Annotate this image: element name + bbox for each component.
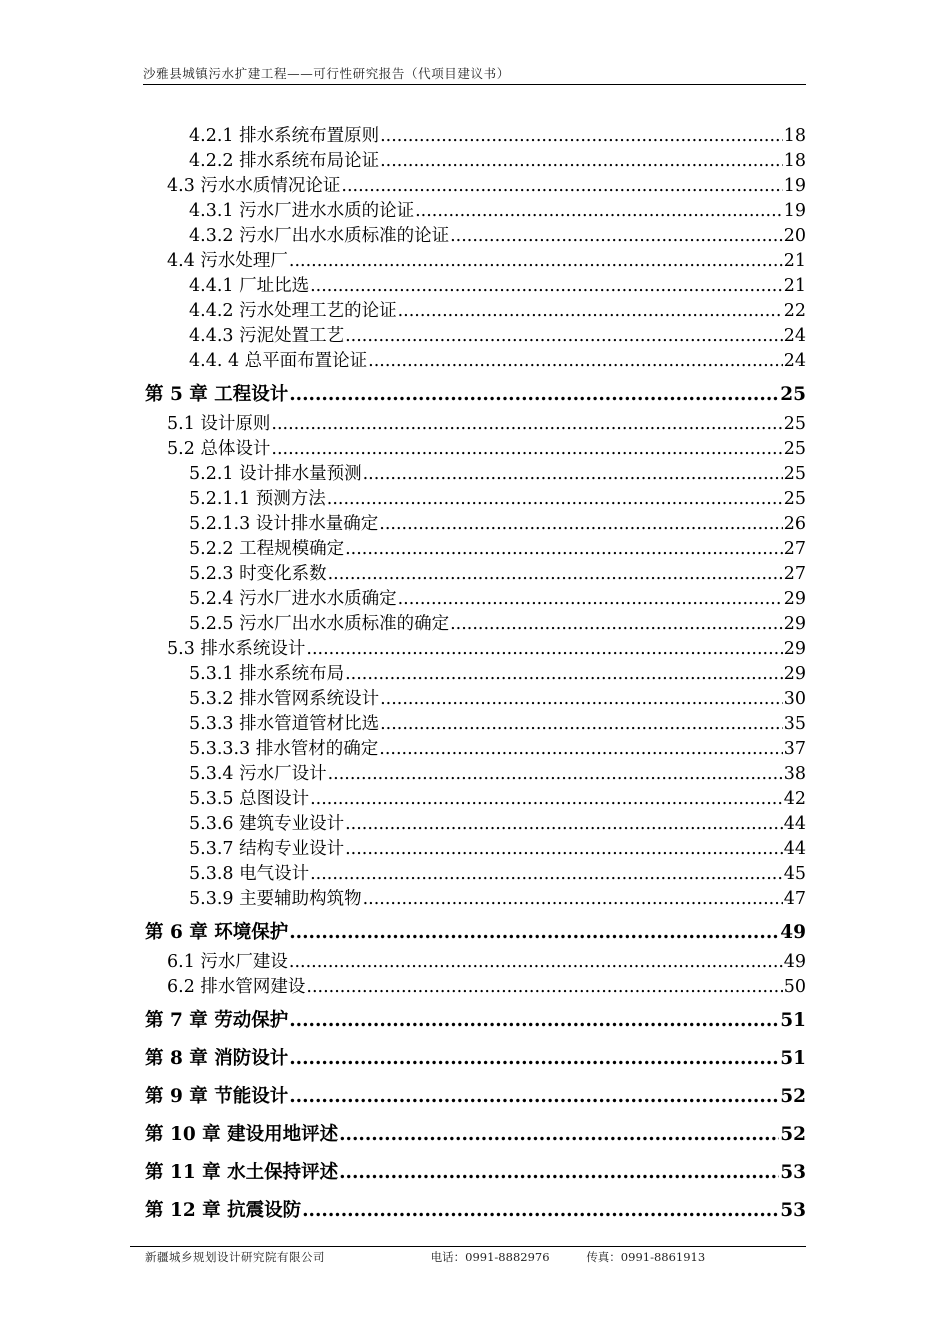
toc-chapter-entry[interactable] [145,1042,806,1076]
toc-dot-leader [380,149,783,174]
toc-dot-leader [345,324,783,349]
toc-entry-title: 4.4 污水处理厂 [167,251,288,271]
table-of-contents [145,124,806,1228]
toc-dot-leader [328,762,783,787]
toc-dot-leader [289,916,779,950]
toc-entry-title: 第 5 章 工程设计 [145,384,289,405]
toc-dot-leader [306,975,782,1000]
toc-section-entry[interactable] [145,349,806,374]
toc-dot-leader [289,1042,779,1076]
toc-page-number: 45 [783,864,806,884]
toc-entry-title: 5.2.1 设计排水量预测 [189,464,362,484]
toc-section-entry[interactable] [145,199,806,224]
toc-entry-title: 5.2.1.3 设计排水量确定 [189,514,379,534]
toc-dot-leader [345,537,783,562]
toc-section-entry[interactable] [145,975,806,1000]
toc-dot-leader [380,712,783,737]
toc-dot-leader [363,462,783,487]
toc-chapter-entry[interactable] [145,1080,806,1114]
toc-section-entry[interactable] [145,124,806,149]
toc-entry-title: 5.3.2 排水管网系统设计 [189,689,380,709]
toc-page-number: 24 [783,351,806,371]
toc-chapter-entry[interactable] [145,1156,806,1190]
toc-entry-title: 5.3.9 主要辅助构筑物 [189,889,362,909]
toc-section-entry[interactable] [145,812,806,837]
toc-entry-title: 第 10 章 建设用地评述 [145,1124,339,1145]
toc-page-number: 44 [783,814,806,834]
toc-entry-title: 5.3.6 建筑专业设计 [189,814,345,834]
toc-dot-leader [380,687,783,712]
toc-dot-leader [380,124,783,149]
toc-section-entry[interactable] [145,174,806,199]
toc-page-number: 19 [783,201,806,221]
toc-dot-leader [345,837,783,862]
toc-dot-leader [289,1004,779,1038]
toc-dot-leader [289,249,783,274]
toc-page-number: 30 [783,689,806,709]
toc-section-entry[interactable] [145,587,806,612]
toc-dot-leader [345,812,783,837]
toc-section-entry[interactable] [145,537,806,562]
toc-page-number: 25 [783,489,806,509]
toc-entry-title: 5.2.2 工程规模确定 [189,539,345,559]
toc-entry-title: 第 6 章 环境保护 [145,922,289,943]
page-header [143,64,806,82]
toc-chapter-entry[interactable] [145,1194,806,1228]
toc-dot-leader [398,299,783,324]
toc-page-number: 53 [780,1200,806,1221]
toc-page-number: 52 [780,1124,806,1145]
toc-dot-leader [310,787,783,812]
toc-page-number: 35 [783,714,806,734]
toc-entry-title: 5.3.3 排水管道管材比选 [189,714,380,734]
toc-page-number: 25 [783,414,806,434]
toc-section-entry[interactable] [145,637,806,662]
footer-divider [130,1246,806,1247]
toc-entry-title: 5.3.3.3 排水管材的确定 [189,739,379,759]
toc-page-number: 24 [783,326,806,346]
toc-section-entry[interactable] [145,149,806,174]
toc-entry-title: 5.3.8 电气设计 [189,864,310,884]
toc-section-entry[interactable] [145,887,806,912]
toc-section-entry[interactable] [145,737,806,762]
toc-section-entry[interactable] [145,299,806,324]
toc-page-number: 18 [783,151,806,171]
toc-page-number: 25 [783,439,806,459]
toc-page-number: 51 [780,1010,806,1031]
toc-section-entry[interactable] [145,862,806,887]
toc-dot-leader [345,662,783,687]
toc-page-number: 51 [780,1048,806,1069]
toc-page-number: 47 [783,889,806,909]
toc-page-number: 29 [783,639,806,659]
toc-entry-title: 5.2.1.1 预测方法 [189,489,326,509]
footer-fax: 传真：0991-8861913 [586,1250,706,1264]
toc-dot-leader [379,512,782,537]
toc-entry-title: 5.3.1 排水系统布局 [189,664,345,684]
header-title: 沙雅县城镇污水扩建工程——可行性研究报告（代项目建议书） [143,66,510,81]
toc-section-entry[interactable] [145,562,806,587]
toc-dot-leader [310,862,783,887]
toc-page-number: 27 [783,564,806,584]
toc-chapter-entry[interactable] [145,916,806,950]
toc-entry-title: 5.1 设计原则 [167,414,271,434]
toc-page-number: 21 [783,276,806,296]
footer-organization: 新疆城乡规划设计研究院有限公司 [145,1250,325,1264]
toc-section-entry[interactable] [145,437,806,462]
toc-dot-leader [289,1080,779,1114]
toc-entry-title: 4.3.1 污水厂进水水质的论证 [189,201,415,221]
toc-chapter-entry[interactable] [145,378,806,412]
toc-page-number: 50 [783,977,806,997]
toc-dot-leader [310,274,783,299]
toc-entry-title: 第 7 章 劳动保护 [145,1010,289,1031]
toc-page-number: 38 [783,764,806,784]
toc-entry-title: 5.3.4 污水厂设计 [189,764,327,784]
toc-page-number: 44 [783,839,806,859]
toc-dot-leader [339,1156,779,1190]
toc-entry-title: 5.3.7 结构专业设计 [189,839,345,859]
toc-entry-title: 4.4. 4 总平面布置论证 [189,351,368,371]
toc-page-number: 29 [783,589,806,609]
toc-section-entry[interactable] [145,712,806,737]
toc-section-entry[interactable] [145,950,806,975]
toc-section-entry[interactable] [145,512,806,537]
toc-section-entry[interactable] [145,762,806,787]
page-footer [145,1249,806,1265]
toc-dot-leader [271,412,782,437]
toc-entry-title: 5.2.3 时变化系数 [189,564,327,584]
toc-entry-title: 4.2.1 排水系统布置原则 [189,126,380,146]
toc-page-number: 53 [780,1162,806,1183]
toc-section-entry[interactable] [145,612,806,637]
toc-section-entry[interactable] [145,787,806,812]
toc-section-entry[interactable] [145,224,806,249]
header-divider [143,84,806,85]
toc-dot-leader [289,378,779,412]
toc-entry-title: 4.4.2 污水处理工艺的论证 [189,301,397,321]
toc-dot-leader [379,737,782,762]
toc-section-entry[interactable] [145,662,806,687]
toc-section-entry[interactable] [145,324,806,349]
toc-entry-title: 第 9 章 节能设计 [145,1086,289,1107]
toc-entry-title: 4.3 污水水质情况论证 [167,176,341,196]
toc-section-entry[interactable] [145,487,806,512]
toc-dot-leader [450,612,783,637]
toc-page-number: 52 [780,1086,806,1107]
toc-entry-title: 6.1 污水厂建设 [167,952,288,972]
toc-dot-leader [302,1194,779,1228]
toc-dot-leader [368,349,783,374]
toc-page-number: 21 [783,251,806,271]
toc-page-number: 19 [783,176,806,196]
toc-entry-title: 5.2 总体设计 [167,439,271,459]
toc-page-number: 29 [783,614,806,634]
toc-entry-title: 6.2 排水管网建设 [167,977,306,997]
toc-section-entry[interactable] [145,687,806,712]
toc-entry-title: 第 8 章 消防设计 [145,1048,289,1069]
toc-entry-title: 4.4.1 厂址比选 [189,276,310,296]
toc-page-number: 37 [783,739,806,759]
toc-dot-leader [450,224,783,249]
toc-dot-leader [363,887,783,912]
toc-dot-leader [339,1118,779,1152]
toc-page-number: 22 [783,301,806,321]
toc-section-entry[interactable] [145,274,806,299]
toc-entry-title: 4.2.2 排水系统布局论证 [189,151,380,171]
toc-section-entry[interactable] [145,249,806,274]
toc-chapter-entry[interactable] [145,1004,806,1038]
toc-entry-title: 第 12 章 抗震设防 [145,1200,302,1221]
toc-entry-title: 第 11 章 水土保持评述 [145,1162,339,1183]
toc-section-entry[interactable] [145,412,806,437]
toc-entry-title: 5.3 排水系统设计 [167,639,306,659]
toc-page-number: 29 [783,664,806,684]
toc-section-entry[interactable] [145,837,806,862]
toc-page-number: 49 [783,952,806,972]
toc-dot-leader [328,562,783,587]
toc-dot-leader [398,587,783,612]
toc-entry-title: 4.4.3 污泥处置工艺 [189,326,345,346]
footer-telephone: 电话：0991-8882976 [430,1250,550,1264]
toc-entry-title: 4.3.2 污水厂出水水质标准的论证 [189,226,450,246]
toc-page-number: 26 [783,514,806,534]
toc-entry-title: 5.3.5 总图设计 [189,789,310,809]
toc-entry-title: 5.2.4 污水厂进水水质确定 [189,589,397,609]
toc-entry-title: 5.2.5 污水厂出水水质标准的确定 [189,614,450,634]
toc-dot-leader [306,637,782,662]
toc-page-number: 27 [783,539,806,559]
toc-dot-leader [289,950,783,975]
toc-page-number: 18 [783,126,806,146]
toc-page-number: 25 [783,464,806,484]
toc-dot-leader [341,174,782,199]
toc-dot-leader [271,437,782,462]
toc-dot-leader [415,199,783,224]
toc-page-number: 25 [780,384,806,405]
toc-dot-leader [327,487,783,512]
toc-page-number: 20 [783,226,806,246]
toc-chapter-entry[interactable] [145,1118,806,1152]
toc-section-entry[interactable] [145,462,806,487]
toc-page-number: 49 [780,922,806,943]
toc-page-number: 42 [783,789,806,809]
